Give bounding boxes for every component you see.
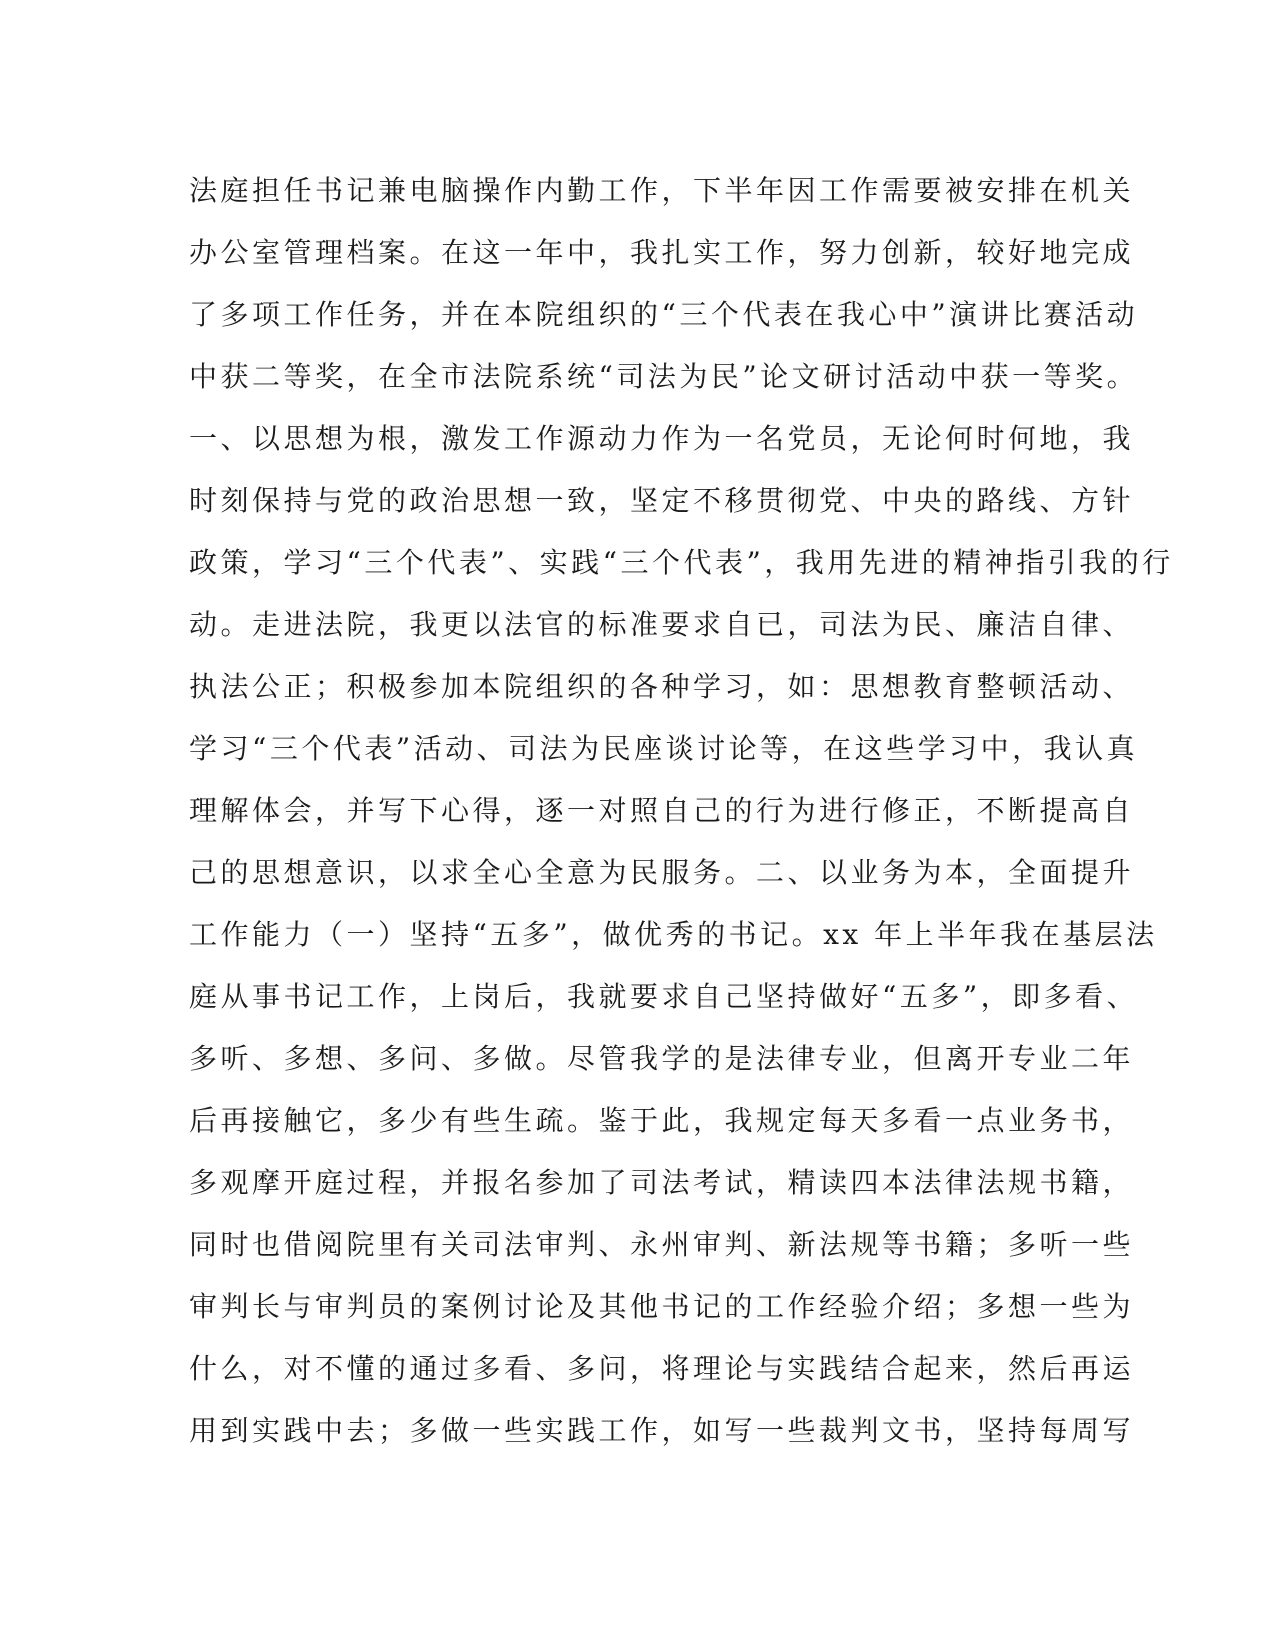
text-line: 什么，对不懂的通过多看、多问，将理论与实践结合起来，然后再运 [189, 1352, 1135, 1385]
text-line: 政策，学习“三个代表”、实践“三个代表”，我用先进的精神指引我的行 [189, 546, 1174, 579]
text-line: 用到实践中去；多做一些实践工作，如写一些裁判文书，坚持每周写 [189, 1414, 1135, 1447]
text-line: 审判长与审判员的案例讨论及其他书记的工作经验介绍；多想一些为 [189, 1290, 1135, 1323]
text-line: 理解体会，并写下心得，逐一对照自己的行为进行修正，不断提高自 [189, 794, 1135, 827]
text-line: 同时也借阅院里有关司法审判、永州审判、新法规等书籍；多听一些 [189, 1228, 1135, 1261]
text-line: 了多项工作任务，并在本院组织的“三个代表在我心中”演讲比赛活动 [189, 298, 1139, 331]
text-line: 多观摩开庭过程，并报名参加了司法考试，精读四本法律法规书籍， [189, 1166, 1135, 1199]
text-line: 工作能力（一）坚持“五多”，做优秀的书记。xx 年上半年我在基层法 [189, 918, 1158, 951]
text-line: 学习“三个代表”活动、司法为民座谈讨论等，在这些学习中，我认真 [189, 732, 1139, 765]
text-line: 办公室管理档案。在这一年中，我扎实工作，努力创新，较好地完成 [189, 236, 1135, 269]
text-line: 庭从事书记工作，上岗后，我就要求自己坚持做好“五多”，即多看、 [189, 980, 1139, 1013]
text-line: 法庭担任书记兼电脑操作内勤工作，下半年因工作需要被安排在机关 [189, 174, 1135, 207]
text-line: 多听、多想、多问、多做。尽管我学的是法律专业，但离开专业二年 [189, 1042, 1135, 1075]
text-line: 后再接触它，多少有些生疏。鉴于此，我规定每天多看一点业务书， [189, 1104, 1135, 1137]
text-line: 动。走进法院，我更以法官的标准要求自已，司法为民、廉洁自律、 [189, 608, 1135, 641]
text-line: 己的思想意识，以求全心全意为民服务。二、以业务为本，全面提升 [189, 856, 1135, 889]
body-text [189, 160, 1174, 1462]
text-line: 一、以思想为根，激发工作源动力作为一名党员，无论何时何地，我 [189, 422, 1135, 455]
text-line: 中获二等奖，在全市法院系统“司法为民”论文研讨活动中获一等奖。 [189, 360, 1139, 393]
text-line: 时刻保持与党的政治思想一致，坚定不移贯彻党、中央的路线、方针 [189, 484, 1135, 517]
text-line: 执法公正；积极参加本院组织的各种学习，如：思想教育整顿活动、 [189, 670, 1135, 703]
